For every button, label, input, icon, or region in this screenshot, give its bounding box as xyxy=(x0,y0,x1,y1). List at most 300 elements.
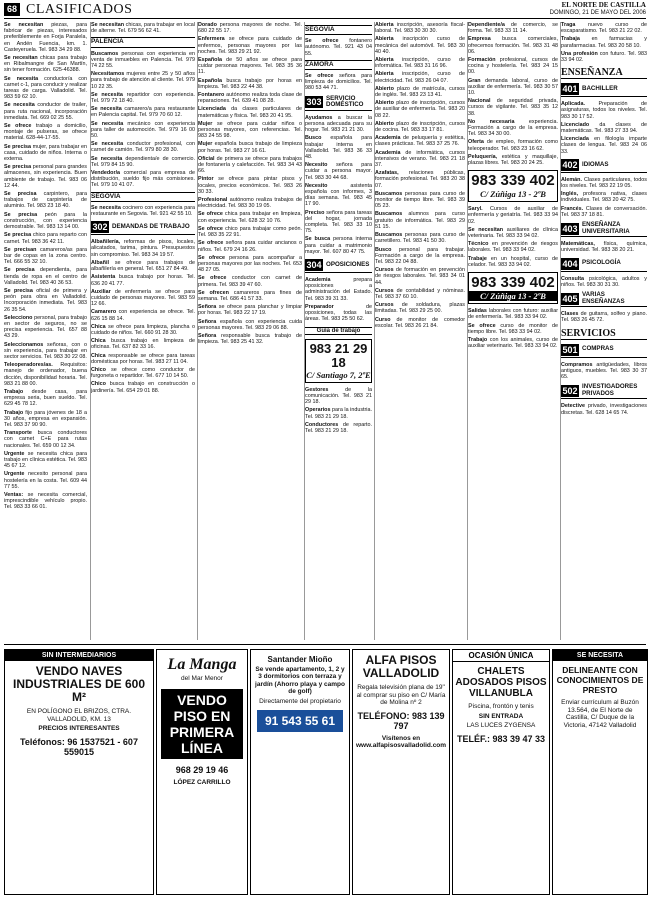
ad-body: responsable se ofrece para tareas domésticas por horas. Tel. 983 27 11 04. xyxy=(91,352,195,365)
classified-ad xyxy=(198,240,302,252)
ad-body: se ofrece para limpieza, plancha o cuidado de niños. Tel. 660 91 28 30. xyxy=(91,323,195,336)
classified-ad xyxy=(561,276,647,288)
ad-body: personal, para trabajo en sector de seguros, no se precisa experiencia. Tel. 657 88 43 29. xyxy=(4,314,87,340)
ad-body: busca trabajo por horas. Tel. 636 20 41 77. xyxy=(91,274,195,287)
ad-body: busca comerciales, ofrecemos formación. Tel. 983 31 48 06. xyxy=(468,36,558,55)
ad-headline: VENDO NAVES INDUSTRIALES DE 600 M² xyxy=(12,664,146,704)
ad-lead: Trabajo xyxy=(468,336,490,343)
ad-lead: Fontanero xyxy=(198,92,227,99)
ad-body: camarero/a para restaurante en Palencia capital. Tel. 979 70 60 12. xyxy=(91,106,195,119)
section-label: OPOSICIONES xyxy=(326,260,370,268)
ad-body: se ofrece como conductor de furgoneta o repartidor. Tel. 677 10 14 50. xyxy=(91,366,195,380)
classified-ad xyxy=(91,51,195,70)
ad-body: camareros/as para bar de copas en la zona centro. Tel. 666 55 32 10. xyxy=(4,246,87,266)
classified-ad xyxy=(468,323,558,335)
classified-ad xyxy=(4,410,87,429)
classified-ad xyxy=(4,315,87,340)
classified-ad xyxy=(4,471,87,490)
ad-body: camareros para fines de semana. Tel. 686 41 57 33. xyxy=(198,289,302,302)
classified-ad xyxy=(91,309,195,321)
ad-body: de enfermería se ofrece para cuidado de personas mayores. Tel. 983 59 12 66. xyxy=(91,288,195,308)
classified-ad xyxy=(305,387,372,406)
ad-body: inscripción, curso de electricidad. Tel. 983 26 04 07. xyxy=(375,71,465,84)
ad-brand: LÓPEZ CARRILLO xyxy=(173,778,231,786)
classified-ad xyxy=(91,260,195,272)
section-heading xyxy=(561,258,647,272)
ad-body: comercial para empresa de distribución, sueldo fijo más comisiones. Tel. 979 10 41 07. xyxy=(91,170,195,189)
ad-lead: Se necesitan xyxy=(4,22,52,28)
classified-ad xyxy=(4,164,87,189)
ad-lead: Trabajo xyxy=(4,409,26,416)
classified-ad xyxy=(4,389,87,408)
ad-lead: Preparador xyxy=(305,303,366,310)
classified-ad xyxy=(198,156,302,175)
ad-lead: Técnico xyxy=(468,241,492,248)
ad-body: chico para trabajar como peón. Tel. 983 35 22 91. xyxy=(198,225,302,239)
classified-ad xyxy=(375,232,465,244)
classified-ad xyxy=(305,38,372,57)
ad-lead: Formación xyxy=(468,57,500,64)
classified-ad xyxy=(305,183,372,208)
classified-ad xyxy=(198,57,302,76)
ad-lead: Señora xyxy=(198,332,222,339)
classified-ad xyxy=(91,353,195,365)
ad-subtext: LAS LUCES ZYGENSA xyxy=(466,722,536,730)
classified-ad xyxy=(198,92,302,104)
classified-ad xyxy=(91,121,195,140)
ad-lead: Albañil xyxy=(91,259,115,266)
ad-body: persona para acompañar a personas mayores por las noches. Tel. 653 48 27 05. xyxy=(198,254,302,274)
classified-ad xyxy=(561,206,647,218)
ad-body: persona interna para cuidar a matrimonio mayor. Tel. 607 80 47 75. xyxy=(305,236,372,255)
ad-body: asistenta española con informes, 3 días semana. Tel. 983 45 17 90. xyxy=(305,182,372,208)
ad-lead: Chica xyxy=(91,323,109,330)
section-label: VARIAS ENSEÑANZAS xyxy=(582,291,625,305)
ad-lead: Matemáticas, xyxy=(561,241,604,248)
ad-body: de oposiciones, todas las áreas. Tel. 983 25 50 62. xyxy=(305,303,372,323)
ad-body: Cursos de auxiliar de enfermería y geriatría. Tel. 983 33 94 02. xyxy=(468,206,558,225)
classified-ad xyxy=(198,226,302,238)
ad-subtext: PRECIOS INTERESANTES xyxy=(38,725,120,733)
section-number: 403 xyxy=(562,223,578,234)
ad-body: busca trabajo en limpieza de oficinas. Tel. 637 82 33 16. xyxy=(91,338,195,351)
ad-lead: Necesito xyxy=(305,182,351,189)
classified-ad xyxy=(305,162,372,181)
classified-ad xyxy=(91,170,195,189)
ad-lead: Chica xyxy=(91,338,112,345)
classified-ad xyxy=(305,422,372,434)
classified-ad xyxy=(305,407,372,419)
ad-body: busca trabajo por horas en limpieza. Tel. 983 22 44 38. xyxy=(198,77,302,90)
ad-body: nuevo curso de escaparatismo. Tel. 983 21 22 02. xyxy=(561,22,647,35)
ad-lead: Salidas xyxy=(468,308,489,315)
ad-body: señoras, con o sin experiencia, para trabajar en sector servicios. Tel. 983 30 22 08. xyxy=(4,341,87,360)
classified-ad xyxy=(4,76,87,101)
ad-lead: Consulta xyxy=(561,275,589,282)
classified-ad xyxy=(375,121,465,133)
classified-ad xyxy=(305,277,372,302)
classified-ad xyxy=(305,304,372,323)
classified-ad xyxy=(561,311,647,323)
ad-lead: Academia xyxy=(375,149,406,156)
ad-lead: Buscamos xyxy=(375,232,405,239)
ad-body: privado, investigaciones discretas. Tel. 628 14 65 74. xyxy=(561,403,647,416)
ad-body: Requisitos: manejo de ordenador, buena dicción, disponibilidad horaria. Tel. 983 21 88 00. xyxy=(4,362,87,387)
ad-naves-industriales xyxy=(4,649,154,895)
classified-ad xyxy=(375,191,465,210)
newspaper-name: EL NORTE DE CASTILLA xyxy=(561,1,646,9)
ad-lead: Oficial xyxy=(198,155,217,162)
classified-ad xyxy=(468,308,558,320)
ad-lead: Busco xyxy=(305,135,331,142)
ad-body: personal para grandes almacenes, sin experiencia. Buen ambiente de trabajo. Tel. 983 06 12 44. xyxy=(4,164,87,189)
ad-lead: Se ofrece xyxy=(4,123,36,130)
ad-body: de monitor de comedor escolar. Tel. 983 26 21 84. xyxy=(375,316,465,329)
ad-lead: Teleoperadores/as. xyxy=(4,362,61,369)
section-heading xyxy=(305,259,372,273)
ad-body: personas con experiencia en venta de inmuebles en Palencia. Tel. 979 74 22 55. xyxy=(91,50,195,70)
ad-lead: Academia xyxy=(305,277,354,284)
ad-phone: Teléfonos: 96 1537521 - 607 559015 xyxy=(20,736,138,757)
classified-ad xyxy=(468,227,558,239)
ad-lead: Ayudamos xyxy=(305,114,338,121)
ad-body: demanda laboral, curso de auxiliar de enfermería. Tel. 983 30 57 10. xyxy=(468,77,558,97)
ad-header: OCASIÓN ÚNICA xyxy=(453,650,549,662)
classified-ad xyxy=(4,267,87,286)
address: C/ Santiago 7, 2ºE xyxy=(306,369,371,380)
ad-body: da clases particulares de matemáticas y física. Tel. 983 20 41 95. xyxy=(198,106,302,119)
classified-ad xyxy=(91,106,195,118)
ad-header: SIN INTERMEDIARIOS xyxy=(5,650,153,661)
ad-body: cocinero con experiencia para restaurante en Segovia. Tel. 921 42 55 10. xyxy=(91,204,195,218)
ad-body: a buscar la persona adecuada para su hogar. Tel. 983 21 21 30. xyxy=(305,114,372,134)
ad-text: Enviar currículum al Buzón 13.564, de El Norte de Castilla, C/ Duque de la Victoria, 47142 Valladolid xyxy=(561,699,639,729)
ad-lead: Dependiente/a xyxy=(468,22,511,28)
section-label: ENSEÑANZA UNIVERSITARIA xyxy=(582,221,630,235)
ad-body: busca conductores con carnet C+E para rutas nacionales. Tel. 659 00 12 34. xyxy=(4,430,87,449)
ad-body: conductor/a con carnet c-1, para conducir y realizar tareas de carga. Valladolid. Tel. 983 59 62 10. xyxy=(4,75,87,101)
ad-lead: Traga xyxy=(561,22,588,28)
section-number: 405 xyxy=(562,293,578,304)
ad-body: prepara oposiciones a administración del Estado. Tel. 983 39 31 33. xyxy=(305,277,372,302)
ad-body: plazo de inscripción, cursos de cocina. Tel. 983 33 17 81. xyxy=(375,120,465,134)
classified-ad xyxy=(198,275,302,287)
ad-lead: Pintor xyxy=(198,176,219,183)
classified-ad xyxy=(305,115,372,134)
ad-lead: Camarero xyxy=(91,309,119,316)
ad-lead: Compramos xyxy=(561,361,597,368)
ad-lead: Abierto xyxy=(375,100,397,107)
ad-lead: Se precisa xyxy=(4,232,33,239)
ad-body: de reparto. Tel. 983 21 29 18. xyxy=(305,421,372,434)
ad-body: de contabilidad y nóminas. Tel. 983 37 60 10. xyxy=(375,287,465,300)
ad-body: autónomo realiza trabajos de electricidad. Tel. 983 30 19 05. xyxy=(198,197,302,210)
ad-body: Clases de conversación. Tel. 983 37 18 81. xyxy=(561,205,647,218)
ad-body: reformas de pisos, locales, alicatados, tarima, pintura. Presupuestos sin compromiso. Tel. 983 34 19 57. xyxy=(91,239,195,258)
ad-body: alumnos para curso gratuito de informática. Tel. 983 29 51 15. xyxy=(375,211,465,230)
classified-ad xyxy=(375,135,465,147)
classified-ad xyxy=(4,342,87,361)
ad-lead: Se necesitan xyxy=(4,55,40,62)
ad-body: auxiliares de clínica veterinaria. Tel. 983 33 94 02. xyxy=(468,226,558,240)
classified-ad xyxy=(375,247,465,266)
ad-body: señora para cuidar a persona mayor. Tel. 983 30 44 68. xyxy=(305,162,372,181)
column-4 xyxy=(304,22,372,640)
ad-body: plazo de inscripción, cursos de auxiliar de enfermería. Tel. 983 20 08 22. xyxy=(375,100,465,119)
ad-lead: Detective xyxy=(561,403,588,410)
ad-lead: Se ofrecen xyxy=(198,289,234,296)
town-heading: SEGOVIA xyxy=(305,25,372,35)
ad-lead: Se necesita xyxy=(91,204,123,211)
section-heading xyxy=(561,222,647,237)
classified-ad xyxy=(468,78,558,97)
classified-ad xyxy=(4,191,87,210)
classified-ad xyxy=(91,156,195,168)
classified-ad xyxy=(468,57,558,76)
section-number: 402 xyxy=(562,159,578,170)
column-6 xyxy=(467,22,558,640)
page-number: 68 xyxy=(4,3,20,16)
ad-lead: Buscamos xyxy=(91,50,122,57)
classified-ad xyxy=(198,290,302,302)
ad-lead: Necesitamos xyxy=(91,71,127,78)
ad-body: mujeres entre 25 y 50 años para trabajo de atención al cliente. Tel. 979 10 22 35. xyxy=(91,71,195,90)
ad-body: de guitarra, solfeo y piano. Tel. 983 26 45 72. xyxy=(561,311,647,324)
ad-body: con experiencia se ofrece. Tel. 626 15 88 14. xyxy=(91,309,195,322)
ad-lead: Urgente xyxy=(4,450,28,457)
ad-note: SIN ENTRADA xyxy=(478,712,524,720)
classified-ad xyxy=(468,256,558,268)
section-label: DEMANDAS DE TRABAJO xyxy=(112,222,190,230)
ad-headline: DELINEANTE CON CONOCIMIENTOS DE PRESTO xyxy=(556,665,644,695)
classified-ad xyxy=(4,362,87,387)
ad-lead: Chico xyxy=(91,381,110,388)
ad-body: española busca trabajo de limpieza por horas. Tel. 983 27 16 61. xyxy=(198,141,302,154)
ad-body: oficial de primera y peón para obra en Valladolid. Incorporación inmediata. Tel. 983 26 35 54. xyxy=(4,287,87,313)
classified-ad xyxy=(561,191,647,203)
ad-lead: Gran xyxy=(468,77,486,84)
ad-body: de soldadura, plazas limitadas. Tel. 983 29 25 00. xyxy=(375,302,465,315)
classified-ad xyxy=(305,210,372,235)
phone-box xyxy=(305,339,372,383)
ad-phone: 968 29 19 46 xyxy=(175,764,229,775)
ad-body: de informática, cursos intensivos de verano. Tel. 983 21 18 37. xyxy=(375,149,465,169)
classified-ad xyxy=(4,492,87,511)
ad-body: con futuro. Tel. 983 33 94 02. xyxy=(561,50,647,64)
ad-body: de peluquería y estética, clases prácticas. Tel. 983 37 25 76. xyxy=(375,135,465,148)
ad-body: da clases de matemáticas. Tel. 983 27 33 94. xyxy=(561,121,647,135)
section-label: BACHILLER xyxy=(582,84,618,92)
classified-ad xyxy=(4,144,87,163)
ad-body: en prevención de riesgos laborales. Tel. 983 33 94 02. xyxy=(468,241,558,254)
ad-lead: Se precisa xyxy=(4,143,33,150)
classified-ad xyxy=(375,150,465,169)
ad-phone: TELÉF.: 983 39 47 33 xyxy=(456,733,546,744)
ad-lead: Chico xyxy=(91,366,112,373)
ad-body: se ofrece para planchar y limpiar por horas. Tel. 983 22 17 19. xyxy=(198,304,302,317)
ad-body: piezas, para fabricar de piezas, interesados preferiblemente en Forja Paralela, en Andén Fuencia, km. 1. Casteyeruela. Tel. 983 34 29 88. xyxy=(4,22,87,53)
column-3 xyxy=(197,22,302,640)
ad-body: inscripción curso de mecánica del automóvil. Tel. 983 30 40 40. xyxy=(375,36,465,55)
classified-ad xyxy=(91,338,195,350)
classified-ad xyxy=(561,101,647,120)
ad-body: española para trabajar interna en Valladolid. Tel. 983 36 33 48. xyxy=(305,135,372,161)
classified-ad xyxy=(91,324,195,336)
ad-lead: Preciso xyxy=(305,209,327,216)
classified-ad xyxy=(4,288,87,313)
classified-ad xyxy=(468,206,558,225)
classified-ad xyxy=(468,139,558,151)
guide-heading: Guía de trabajo xyxy=(305,327,372,335)
ad-alfa-pisos xyxy=(352,649,450,895)
ad-lead: Se necesita xyxy=(91,155,126,162)
ad-lead: Conductores xyxy=(305,421,343,428)
classified-ad xyxy=(375,22,465,34)
ad-lead: Transporte xyxy=(4,430,38,437)
ad-body: física, química, universidad. Tel. 983 38 20 21. xyxy=(561,241,647,254)
classified-ad xyxy=(375,86,465,98)
classified-ad xyxy=(561,403,647,415)
ad-lead: Abierta xyxy=(375,57,402,64)
ad-headline: VENDO PISO EN PRIMERA LÍNEA xyxy=(161,689,243,759)
ad-lead: Licenciada xyxy=(198,106,232,113)
ad-phone: 91 543 55 61 xyxy=(257,710,343,732)
classified-ad xyxy=(198,304,302,316)
classified-ad xyxy=(198,22,302,34)
classified-ad xyxy=(305,73,372,92)
ad-body: experiencia. Formación a cargo de la empresa. Tel. 983 34 30 00. xyxy=(468,118,558,138)
ad-lead: Clases xyxy=(561,311,581,318)
ad-lead: Se precisa xyxy=(4,191,44,198)
ad-body: conductor con carnet de primera. Tel. 983 39 47 60. xyxy=(198,275,302,288)
classified-ad xyxy=(468,22,558,34)
classified-ad xyxy=(305,236,372,255)
classified-ad xyxy=(4,22,87,53)
ad-body: en farmacias y parafarmacias. Tel. 983 20 58 10. xyxy=(561,36,647,49)
ad-lead: Ventas: xyxy=(4,492,28,499)
rubric-heading: ENSEÑANZA xyxy=(561,67,647,79)
ad-lead: Licenciada xyxy=(561,136,595,143)
ad-lead: Trabaja xyxy=(561,36,592,43)
page-header xyxy=(4,2,646,19)
ad-body: repartidor con experiencia. Tel. 979 72 18 40. xyxy=(91,91,195,105)
ad-lead: Peluquería, xyxy=(468,153,502,160)
ad-body: de 50 años se ofrece para cuidar personas mayores. Tel. 983 35 36 11. xyxy=(198,57,302,76)
ad-body: curso de monitor de tiempo libre. Tel. 983 33 94 02. xyxy=(468,322,558,335)
ad-body: Clases particulares, todos los niveles. Tel. 983 22 19 05. xyxy=(561,176,647,190)
classified-ad xyxy=(561,51,647,63)
classified-ad xyxy=(4,232,87,244)
address: C/ Zúñiga 13 - 2ºB xyxy=(480,189,546,200)
ad-lead: Seleccionamos xyxy=(4,341,48,348)
section-label: SERVICIO DOMÉSTICO xyxy=(326,94,364,109)
section-number: 304 xyxy=(306,260,322,271)
issue-date: DOMINGO, 21 DE MAYO DEL 2006 xyxy=(549,10,646,16)
column-2 xyxy=(90,22,195,640)
section-number: 401 xyxy=(562,84,578,95)
ad-lead: Se ofrece xyxy=(305,73,340,80)
ad-text: Regala televisión plana de 19" al comprar su piso en C/ María de Molina nº 2 xyxy=(356,684,446,707)
ad-body: de empleo, formación como teleoperador. Tel. 983 23 16 62. xyxy=(468,139,558,152)
section-label: COMPRAS xyxy=(582,345,614,353)
ad-body: desde casa, para empresa seria, buen sueldo. Tel. 629 45 78 12. xyxy=(4,388,87,408)
classified-ad xyxy=(91,71,195,90)
ad-header: La Manga xyxy=(167,656,237,673)
ad-lead: Oferta xyxy=(468,139,487,146)
ad-lead: Dorado xyxy=(198,22,220,28)
ad-body: autónomo realiza toda clase de reparaciones. Tel. 639 41 08 28. xyxy=(198,92,302,105)
classified-ad xyxy=(468,98,558,117)
ad-body: chico para reparto con carnet. Tel. 983 36 42 11. xyxy=(4,232,87,245)
ad-body: española con experiencia cuida personas mayores. Tel. 983 29 06 88. xyxy=(198,318,302,331)
ad-lead: Se necesita xyxy=(4,102,38,109)
classified-ad xyxy=(198,36,302,55)
ad-body: de formación en prevención de riesgos laborales. Tel. 983 34 01 44. xyxy=(375,267,465,286)
ad-lead: Se necesitan xyxy=(91,22,126,28)
ad-lead: Urgente xyxy=(4,471,29,478)
ad-body: necesito personal para hostelería en la costa. Tel. 609 44 77 55. xyxy=(4,471,87,490)
ad-body: dependienta/e de comercio. Tel. 979 84 15 90. xyxy=(91,155,195,168)
ad-la-manga xyxy=(156,649,248,895)
ad-body: de seguridad privada, cursos de vigilante. Tel. 983 35 12 38. xyxy=(468,98,558,117)
ad-lead: Trabajo xyxy=(4,388,32,395)
ad-lead: Alemán. xyxy=(561,176,584,183)
ad-body: persona mayores de noche. Tel. 680 22 55 17. xyxy=(198,22,302,35)
ad-lead: Se ofrece xyxy=(305,38,350,45)
classified-ad xyxy=(468,337,558,349)
ad-text: EN POLÍGONO EL BRIZOS, CTRA. VALLADOLID, KM. 13 xyxy=(26,708,132,723)
ad-lead: Academia xyxy=(375,135,404,142)
ad-lead: Abierta xyxy=(375,36,403,43)
classified-ad xyxy=(91,205,195,217)
ad-lead: Curso xyxy=(375,316,397,323)
ad-body: laborales con futuro: auxiliar de enfermería. Tel. 983 33 94 02. xyxy=(468,308,558,321)
ad-lead: Cursos xyxy=(375,302,402,309)
ad-lead: Licenciado xyxy=(561,121,600,128)
ad-lead: Abierta xyxy=(375,71,402,78)
classified-ad xyxy=(561,177,647,189)
ad-lead: Abierto xyxy=(375,85,398,92)
phone-number: 983 21 29 18 xyxy=(309,340,368,370)
section-heading xyxy=(305,96,372,111)
ad-lead: Operarios xyxy=(305,407,333,414)
section-number: 404 xyxy=(562,258,578,269)
ad-body: chica para trabajar en limpieza, con experiencia. Tel. 628 32 10 76. xyxy=(198,211,302,224)
section-heading xyxy=(91,221,195,235)
ad-body: se ofrece para cuidar niños o personas mayores, con referencias. Tel. 983 24 55 98. xyxy=(198,120,302,140)
ad-lead: Se necesita xyxy=(91,120,128,127)
ad-lead: Se necesita xyxy=(4,75,45,82)
classified-ad xyxy=(561,362,647,381)
classified-ad xyxy=(4,55,87,74)
ad-body: psicológica, adultos y niños. Tel. 983 30 31 30. xyxy=(561,275,647,288)
ad-subtext: del Mar Menor xyxy=(181,675,223,682)
ad-lead: Abierto xyxy=(375,120,397,127)
ad-lead: Azafatas, xyxy=(375,170,409,177)
address: C/ Zúñiga 13 - 2ºB xyxy=(469,291,557,301)
classified-ad xyxy=(468,241,558,253)
ad-santander xyxy=(250,649,350,895)
classified-ad xyxy=(4,451,87,470)
ad-body: mecánico con experiencia para taller de automoción. Tel. 979 16 00 50. xyxy=(91,120,195,140)
ad-body: Preparación de asignaturas, todos los niveles. Tel. 983 30 17 52. xyxy=(561,101,647,120)
classified-ad xyxy=(375,302,465,314)
classified-ad xyxy=(4,247,87,266)
ad-lead: Aplicada. xyxy=(561,101,599,108)
ad-lead: Albañilería, xyxy=(91,239,124,246)
ad-headline: CHALETS ADOSADOS PISOS VILLANUBLA xyxy=(455,666,547,699)
ad-lead: No necesaria xyxy=(468,118,529,125)
